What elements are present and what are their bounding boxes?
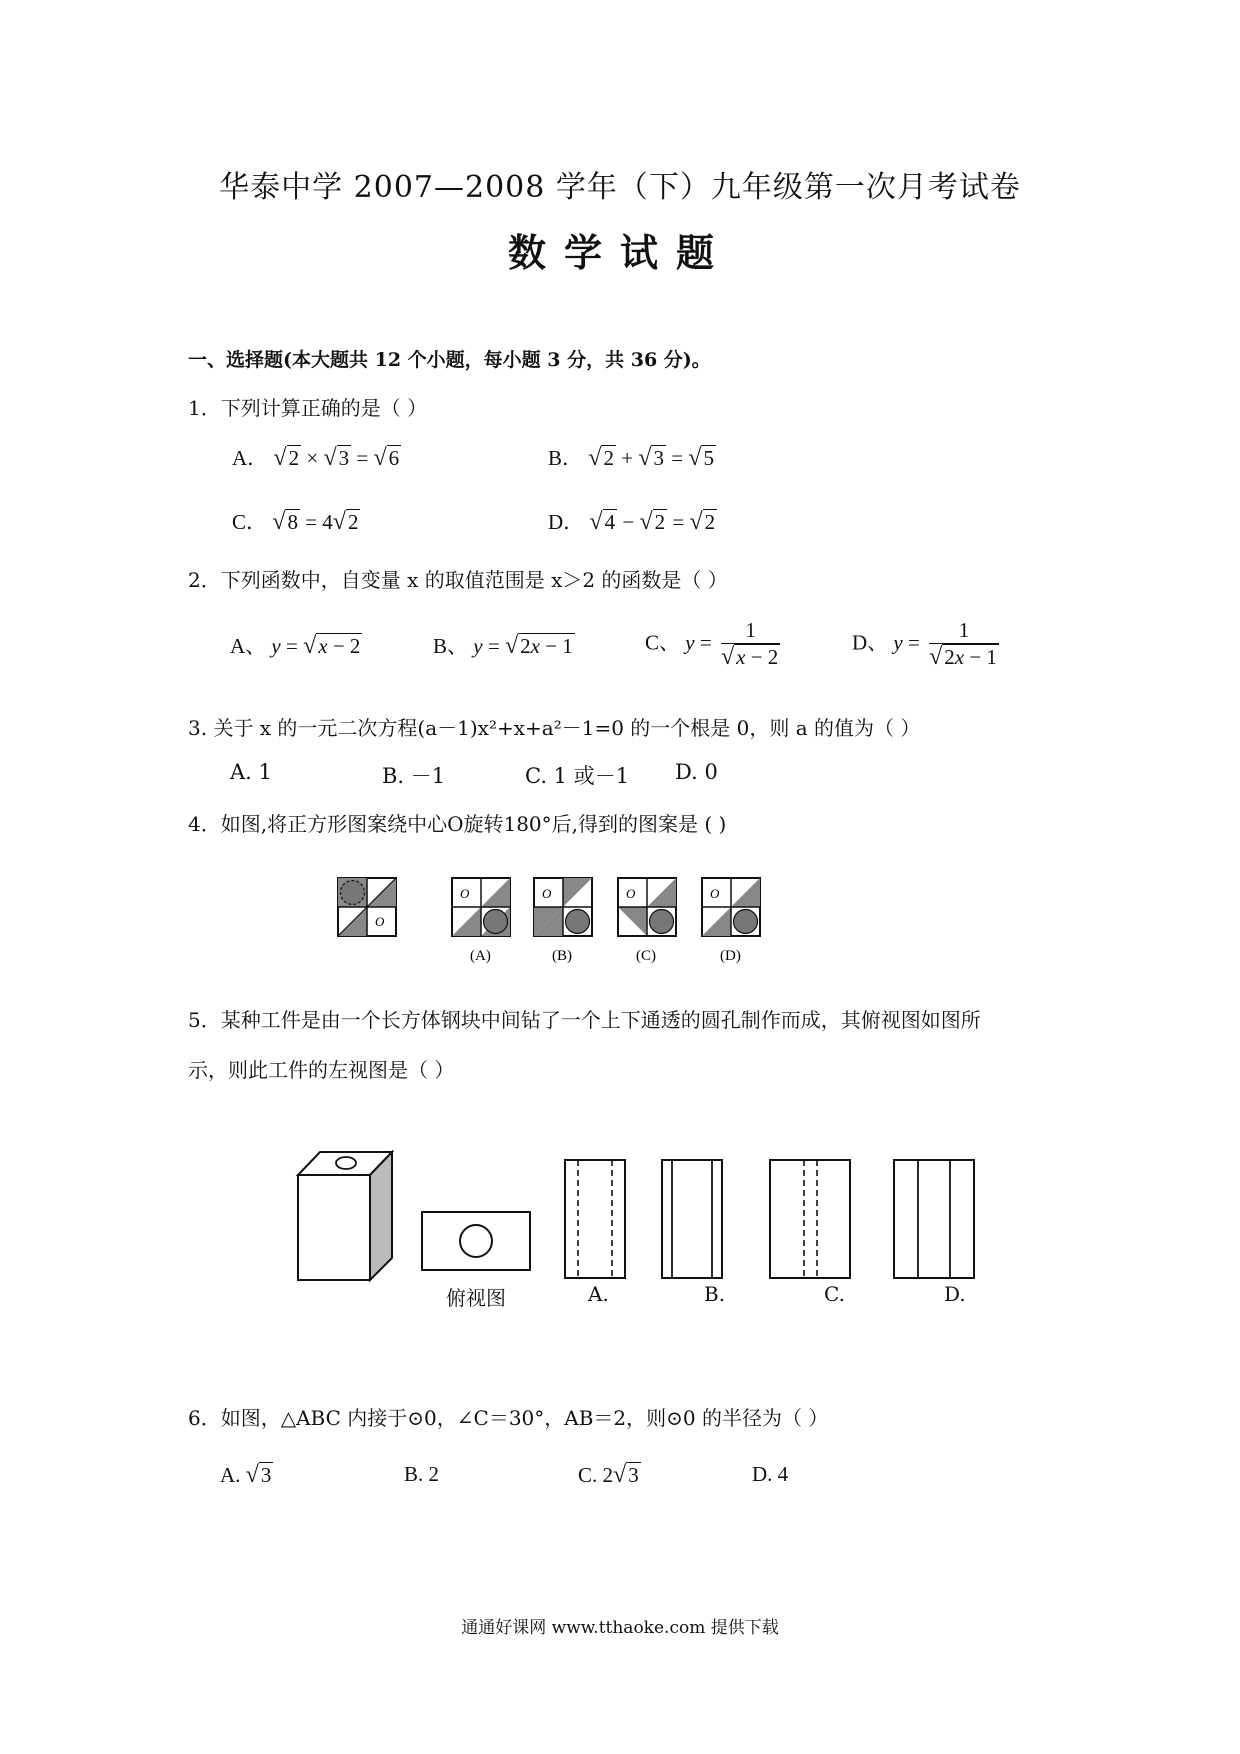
q3-option-a: A. 1: [230, 760, 272, 784]
q6-option-c: C. 2√3: [578, 1462, 639, 1488]
q6-option-c-label: C. 2: [578, 1463, 614, 1487]
q4-stem: 4．如图,将正方形图案绕中心O旋转180°后,得到的图案是 ( ): [188, 812, 727, 836]
q1-option-d: D． √4 − √2 = √2: [548, 509, 716, 535]
page-footer: 通通好课网 www.tthaoke.com 提供下载: [461, 1618, 779, 1638]
q2-option-b-label: B、: [433, 634, 469, 658]
q4-original-center-label: O: [375, 914, 385, 929]
q2-option-a: A、 y = √x − 2: [230, 633, 361, 659]
q5-option-b-figure: [662, 1160, 722, 1278]
q6-option-d: D. 4: [752, 1462, 789, 1486]
q5-stem-line2: 示，则此工件的左视图是（ ）: [188, 1058, 455, 1082]
q4-option-d-figure: [702, 878, 760, 936]
q4-option-c-center-label: O: [626, 886, 636, 901]
q5-option-a-figure: [565, 1160, 625, 1278]
q4-option-b-center-label: O: [542, 886, 552, 901]
q5-block-3d: [298, 1152, 392, 1280]
q1-option-c: C． √8 = 4√2: [232, 509, 359, 535]
q4-label-c: (C): [636, 948, 656, 964]
q1-option-b-label: B．: [548, 446, 584, 470]
q1-option-c-label: C．: [232, 510, 268, 534]
q4-label-d: (D): [720, 948, 741, 964]
q5-label-b: B.: [704, 1282, 726, 1306]
q5-option-c-figure: [770, 1160, 850, 1278]
q4-option-c-figure: [618, 878, 676, 936]
q5-label-c: C.: [824, 1282, 845, 1306]
q6-option-b: B. 2: [404, 1462, 440, 1486]
q2-option-d: D、 y = $\frac{1}{√2x - 1}$: [852, 618, 997, 670]
q2-option-d-label: D、: [852, 630, 889, 655]
q6-stem: 6．如图，△ABC 内接于⊙0，∠C＝30°，AB＝2，则⊙0 的半径为（ ）: [188, 1406, 829, 1430]
q3-option-b: B. －1: [382, 764, 446, 788]
q4-label-a: (A): [470, 948, 491, 964]
q5-figures: [290, 1140, 1000, 1320]
q2-stem: 2．下列函数中，自变量 x 的取值范围是 x＞2 的函数是（ ）: [188, 568, 728, 592]
q5-label-a: A.: [588, 1282, 609, 1306]
q4-label-b: (B): [552, 948, 572, 964]
q4-option-d-center-label: O: [710, 886, 720, 901]
q1-stem: 1．下列计算正确的是（ ）: [188, 396, 428, 420]
q1-option-a: A． √2 × √3 = √6: [232, 445, 400, 471]
q4-figures: [330, 870, 790, 970]
q4-option-b-figure: [534, 878, 592, 936]
q2-option-c-label: C、: [645, 630, 681, 655]
section-heading: 一、选择题(本大题共 12 个小题，每小题 3 分，共 36 分)。: [188, 349, 711, 371]
q1-option-d-label: D．: [548, 510, 585, 534]
q4-original-pattern: [338, 878, 396, 936]
q6-option-a: A. √3: [220, 1462, 272, 1488]
q5-label-d: D.: [944, 1282, 966, 1306]
q2-option-c: C、 y = $\frac{1}{√x - 2}$: [645, 618, 779, 670]
q2-option-a-label: A、: [230, 634, 267, 658]
q3-option-c: C. 1 或－1: [525, 764, 630, 788]
q5-option-d-figure: [894, 1160, 974, 1278]
q3-option-d: D. 0: [675, 760, 718, 784]
q5-stem-line1: 5．某种工件是由一个长方体钢块中间钻了一个上下通透的圆孔制作而成，其俯视图如图所: [188, 1008, 981, 1032]
q1-option-a-label: A．: [232, 446, 269, 470]
q4-option-a-center-label: O: [460, 886, 470, 901]
q2-option-b: B、 y = √2x − 1: [433, 633, 573, 659]
exam-title: 华泰中学 2007—2008 学年（下）九年级第一次月考试卷: [219, 170, 1021, 205]
q5-top-view: [422, 1212, 530, 1270]
q5-top-view-label: 俯视图: [446, 1286, 506, 1310]
q4-option-a-figure: [452, 878, 510, 936]
exam-subtitle: 数学试题: [507, 230, 732, 275]
q6-option-a-label: A.: [220, 1463, 241, 1487]
q3-stem: 3. 关于 x 的一元二次方程(a－1)x²+x+a²－1=0 的一个根是 0，则 a 的值为（ ）: [188, 716, 921, 740]
q1-option-b: B． √2 + √3 = √5: [548, 445, 714, 471]
